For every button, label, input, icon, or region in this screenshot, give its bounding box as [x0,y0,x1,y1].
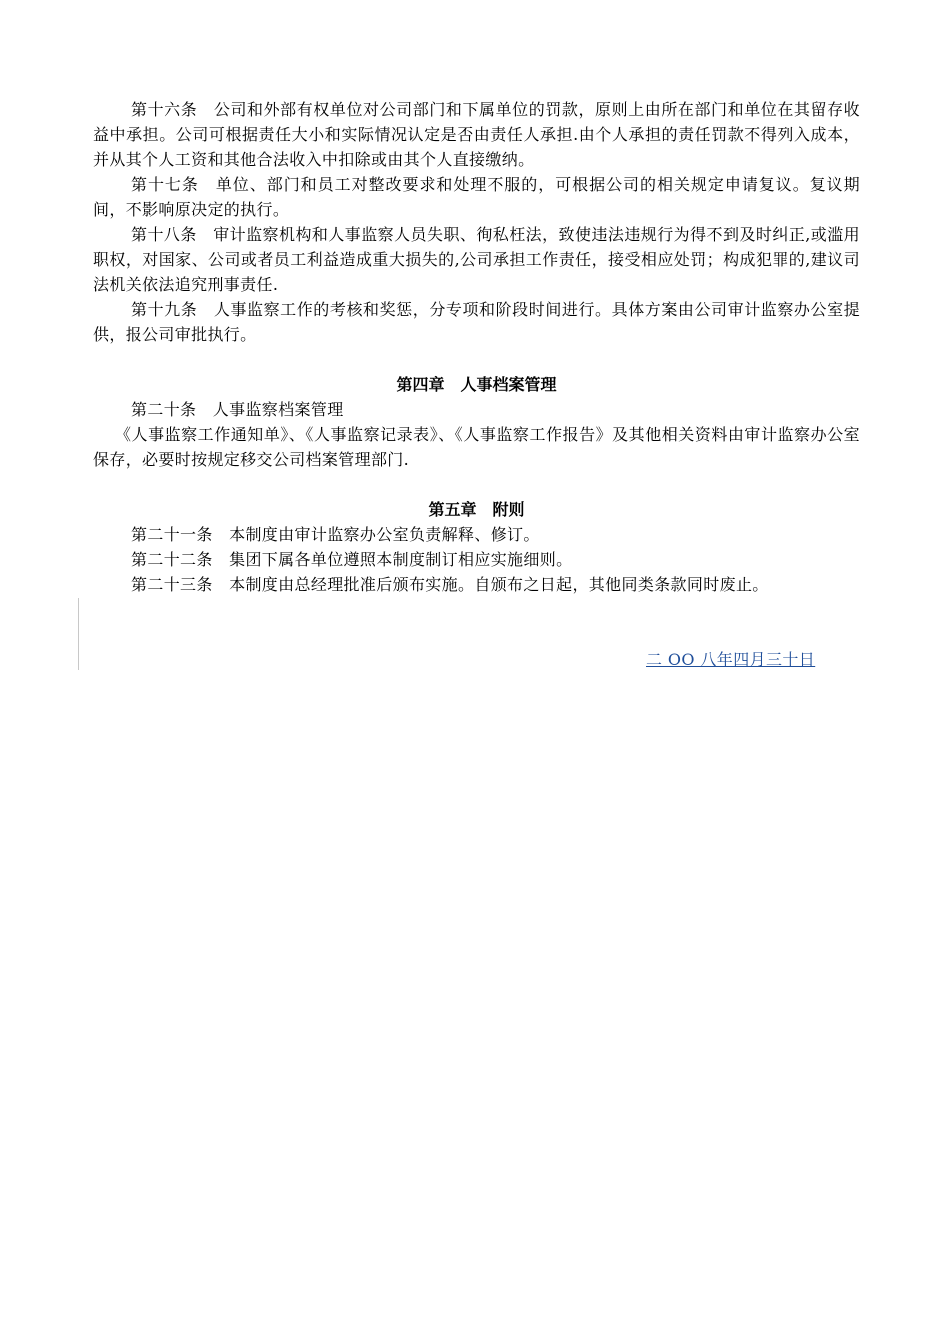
chapter-5-body [93,522,860,597]
article-18: 第十八条 审计监察机构和人事监察人员失职、徇私枉法，致使违法违规行为得不到及时纠正,或滥用职权，对国家、公司或者员工利益造成重大损失的,公司承担工作责任，接受相应处罚；构成犯罪的,建议司法机关依法追究刑事责任. [93,225,860,294]
document-date: 二 OO 八年四月三十日 [646,650,816,669]
article-16: 第十六条 公司和外部有权单位对公司部门和下属单位的罚款，原则上由所在部门和单位在其留存收益中承担。公司可根据责任大小和实际情况认定是否由责任人承担.由个人承担的责任罚款不得列入成本，并从其个人工资和其他合法收入中扣除或由其个人直接缴纳。 [93,100,860,169]
articles-section-1 [93,97,860,347]
article-22: 第二十二条 集团下属各单位遵照本制度制订相应实施细则。 [131,550,573,569]
chapter-4-body [93,397,860,472]
article-20: 第二十条 人事监察档案管理 [131,400,344,419]
article-19: 第十九条 人事监察工作的考核和奖惩，分专项和阶段时间进行。具体方案由公司审计监察办公室提供，报公司审批执行。 [93,300,860,344]
article-21: 第二十一条 本制度由审计监察办公室负责解释、修订。 [131,525,540,544]
margin-rule [78,598,79,670]
article-17: 第十七条 单位、部门和员工对整改要求和处理不服的，可根据公司的相关规定申请复议。复议期间，不影响原决定的执行。 [93,175,860,219]
chapter-4-title: 第四章 人事档案管理 [396,375,557,394]
article-23: 第二十三条 本制度由总经理批准后颁布实施。自颁布之日起，其他同类条款同时废止。 [131,575,769,594]
article-20-detail: 《人事监察工作通知单》、《人事监察记录表》、《人事监察工作报告》及其他相关资料由审计监察办公室保存，必要时按规定移交公司档案管理部门. [93,425,860,469]
chapter-5-title: 第五章 附则 [428,500,525,519]
